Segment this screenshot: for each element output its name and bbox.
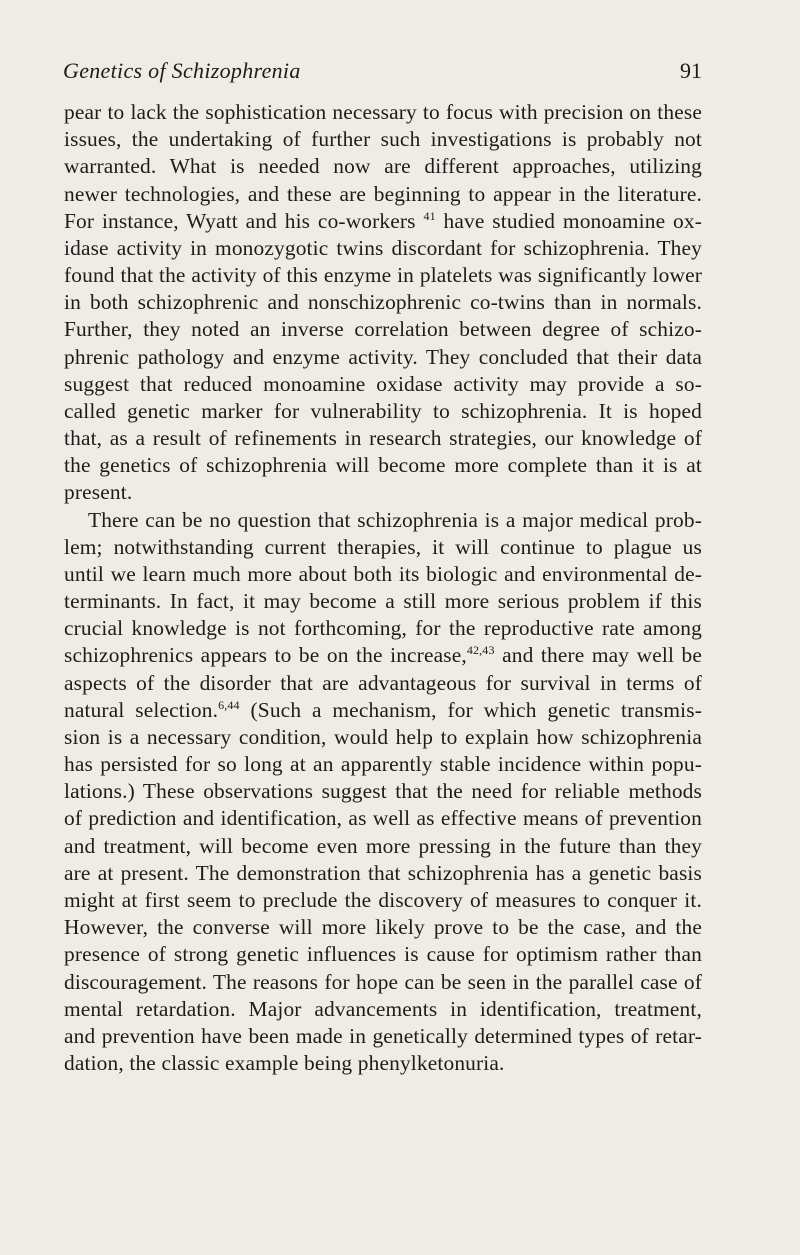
text-segment: natural selection. [64, 697, 219, 722]
page-number: 91 [680, 58, 702, 83]
running-title: Genetics of Schizophrenia [63, 58, 301, 83]
text-segment: schizophrenics appears to be on the increase, [64, 643, 467, 668]
text-line: sion is a necessary condition, would help to explain how schizophrenia [64, 724, 702, 749]
text-line: might at first seem to preclude the discovery of measures to conquer it. [64, 887, 702, 912]
text-line [64, 208, 702, 235]
citation-superscript: 42,43 [466, 643, 495, 658]
text-line: found that the activity of this enzyme in platelets was significantly lower [64, 263, 702, 288]
text-segment: For instance, Wyatt and his co-workers [64, 208, 416, 233]
text-line: dation, the classic example being phenylketonuria. [64, 1051, 505, 1076]
text-line: issues, the undertaking of further such investigations is probably not [64, 127, 702, 152]
text-line: has persisted for so long at an apparently stable incidence within popu- [64, 752, 702, 777]
text-line: and treatment, will become even more pressing in the future than they [64, 833, 702, 858]
text-line [64, 642, 702, 669]
text-line: There can be no question that schizophrenia is a major medical prob- [88, 507, 702, 532]
text-line: that, as a result of refinements in research strategies, our knowledge of [64, 426, 702, 451]
text-line: called genetic marker for vulnerability to schizophrenia. It is hoped [64, 398, 702, 423]
text-line: warranted. What is needed now are different approaches, utilizing [64, 154, 702, 179]
citation-superscript: 6,44 [218, 697, 240, 712]
text-segment: and there may well be [502, 643, 703, 668]
body-text [64, 99, 702, 1077]
text-line: in both schizophrenic and nonschizophrenic co-twins than in normals. [64, 290, 702, 315]
text-line: crucial knowledge is not forthcoming, for the reproductive rate among [64, 616, 702, 641]
text-line: and prevention have been made in genetically determined types of retar- [64, 1023, 702, 1048]
text-line: pear to lack the sophistication necessary to focus with precision on these [64, 100, 702, 124]
text-segment: (Such a mechanism, for which genetic transmis- [250, 697, 702, 722]
running-head [63, 58, 702, 88]
text-line: the genetics of schizophrenia will become more complete than it is at [64, 453, 702, 478]
text-line: newer technologies, and these are beginning to appear in the literature. [64, 181, 702, 206]
text-line: lations.) These observations suggest that the need for reliable methods [64, 779, 702, 804]
text-line: phrenic pathology and enzyme activity. They concluded that their data [64, 344, 702, 369]
citation-superscript: 41 [423, 208, 436, 223]
text-line: aspects of the disorder that are advantageous for survival in terms of [64, 670, 702, 695]
text-line: idase activity in monozygotic twins discordant for schizophrenia. They [64, 235, 702, 260]
text-line: are at present. The demonstration that schizophrenia has a genetic basis [64, 860, 702, 885]
text-line: present. [64, 480, 133, 505]
text-line: discouragement. The reasons for hope can be seen in the parallel case of [64, 969, 702, 994]
text-line: of prediction and identification, as well as effective means of prevention [64, 806, 702, 831]
text-line: Further, they noted an inverse correlation between degree of schizo- [64, 317, 702, 342]
text-line [64, 697, 702, 724]
text-line: suggest that reduced monoamine oxidase activity may provide a so- [64, 371, 702, 396]
text-segment: have studied monoamine ox- [443, 208, 702, 233]
text-line: presence of strong genetic influences is cause for optimism rather than [64, 942, 702, 967]
text-line: terminants. In fact, it may become a still more serious problem if this [64, 589, 702, 614]
text-line: mental retardation. Major advancements in identification, treatment, [64, 996, 702, 1021]
text-line: However, the converse will more likely prove to be the case, and the [64, 915, 702, 940]
text-line: lem; notwithstanding current therapies, it will continue to plague us [64, 534, 702, 559]
text-line: until we learn much more about both its biologic and environmental de- [64, 561, 702, 586]
